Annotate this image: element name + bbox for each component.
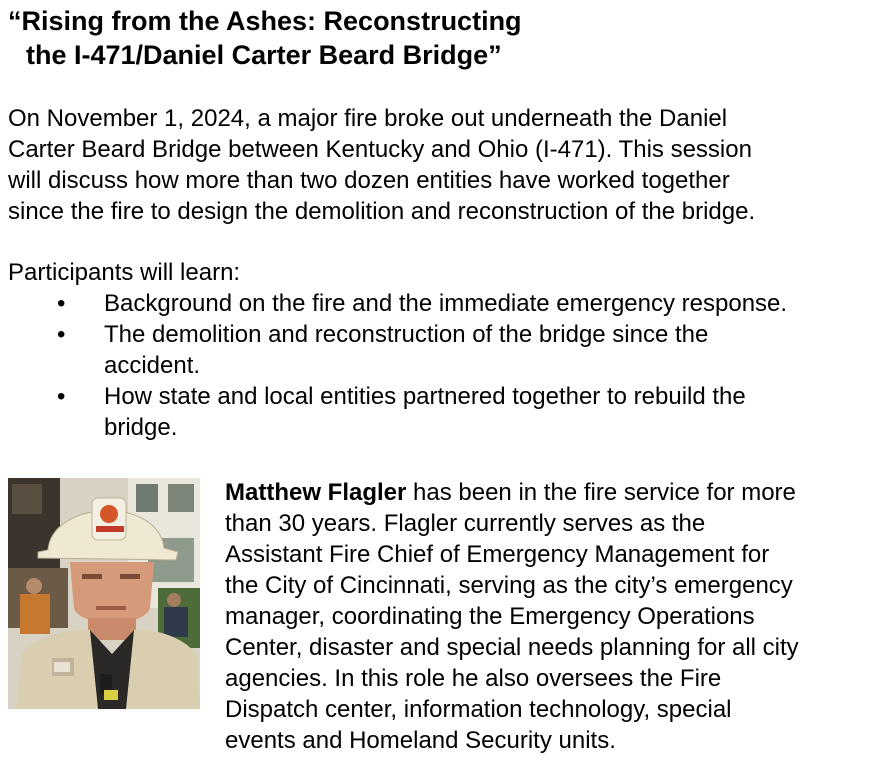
bullet-icon: • [57, 290, 66, 317]
bio-line: agencies. In this role he also oversees the Fire [225, 665, 722, 692]
bullet-icon: • [57, 321, 66, 348]
session-title-line-2: the I-471/Daniel Carter Beard Bridge” [26, 40, 502, 70]
list-item [0, 319, 871, 381]
description-line: since the fire to design the demolition and reconstruction of the bridge. [8, 198, 756, 225]
list-item-text: accident. [104, 352, 201, 379]
bio-line: Assistant Fire Chief of Emergency Management for [225, 541, 770, 568]
bio-line: Center, disaster and special needs planning for all city [225, 634, 799, 661]
bio-line: Dispatch center, information technology, special [225, 696, 732, 723]
bullet-icon: • [57, 383, 66, 410]
list-item [0, 288, 871, 319]
list-item-text: How state and local entities partnered together to rebuild the [104, 383, 746, 410]
bio-line: events and Homeland Security units. [225, 727, 616, 754]
list-item-text: bridge. [104, 414, 178, 441]
bio-line: the City of Cincinnati, serving as the city’s emergency [225, 572, 793, 599]
bio-text: has been in the fire service for more [406, 479, 796, 506]
learning-objectives-list [0, 288, 871, 443]
bio-line: manager, coordinating the Emergency Operations [225, 603, 755, 630]
session-title-line-1: “Rising from the Ashes: Reconstructing [8, 6, 522, 36]
speaker-photo [8, 478, 200, 709]
learning-objectives-heading: Participants will learn: [8, 259, 241, 286]
speaker-name: Matthew Flagler [225, 479, 407, 506]
session-title [8, 4, 848, 72]
session-description [8, 103, 868, 227]
bio-line: than 30 years. Flagler currently serves as the [225, 510, 706, 537]
list-item [0, 381, 871, 443]
description-line: On November 1, 2024, a major fire broke out underneath the Daniel [8, 105, 728, 132]
bio-first-line [225, 477, 870, 508]
list-item-text: Background on the fire and the immediate emergency response. [104, 290, 788, 317]
description-line: will discuss how more than two dozen entities have worked together [8, 167, 730, 194]
description-line: Carter Beard Bridge between Kentucky and Ohio (I-471). This session [8, 136, 752, 163]
speaker-bio [225, 477, 870, 756]
list-item-text: The demolition and reconstruction of the bridge since the [104, 321, 709, 348]
